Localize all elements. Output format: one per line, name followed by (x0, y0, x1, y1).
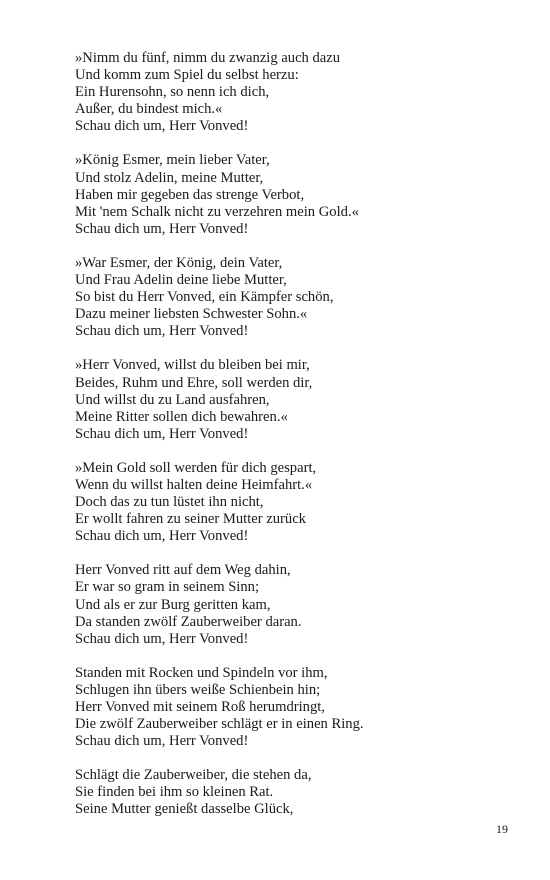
verse-line: Sie finden bei ihm so kleinen Rat. (75, 784, 274, 801)
verse-line: Standen mit Rocken und Spindeln vor ihm, (75, 664, 328, 681)
verse-line: Er wollt fahren zu seiner Mutter zurück (75, 511, 306, 528)
stanza (75, 152, 515, 237)
verse-line: Und stolz Adelin, meine Mutter, (75, 169, 264, 186)
stanza (75, 665, 515, 750)
verse-line: Die zwölf Zauberweiber schlägt er in einen Ring. (75, 716, 364, 733)
stanza (75, 767, 515, 818)
poem-body (75, 50, 515, 836)
stanza (75, 562, 515, 647)
verse-line: Ein Hurensohn, so nenn ich dich, (75, 84, 270, 101)
verse-line: Da standen zwölf Zauberweiber daran. (75, 613, 302, 630)
verse-line: Schau dich um, Herr Vonved! (75, 733, 249, 750)
verse-line: Und komm zum Spiel du selbst herzu: (75, 67, 299, 84)
verse-line: Herr Vonved ritt auf dem Weg dahin, (75, 562, 291, 579)
verse-line: »König Esmer, mein lieber Vater, (75, 152, 270, 169)
verse-line: So bist du Herr Vonved, ein Kämpfer schön, (75, 289, 334, 306)
verse-line: Doch das zu tun lüstet ihn nicht, (75, 494, 264, 511)
verse-line: »War Esmer, der König, dein Vater, (75, 254, 283, 271)
verse-line: Beides, Ruhm und Ehre, soll werden dir, (75, 374, 313, 391)
verse-line: Schau dich um, Herr Vonved! (75, 118, 249, 135)
verse-line: »Herr Vonved, willst du bleiben bei mir, (75, 357, 310, 374)
verse-line: Seine Mutter genießt dasselbe Glück, (75, 801, 294, 818)
verse-line: Herr Vonved mit seinem Roß herumdringt, (75, 699, 325, 715)
verse-line: Dazu meiner liebsten Schwester Sohn.« (75, 306, 308, 323)
verse-line: »Nimm du fünf, nimm du zwanzig auch dazu (75, 50, 341, 66)
stanza (75, 460, 515, 545)
verse-line: Schlägt die Zauberweiber, die stehen da, (75, 767, 312, 784)
verse-line: »Mein Gold soll werden für dich gespart, (75, 459, 317, 476)
stanza (75, 357, 515, 442)
stanza (75, 255, 515, 340)
verse-line: Schau dich um, Herr Vonved! (75, 528, 249, 545)
verse-line: Schau dich um, Herr Vonved! (75, 630, 249, 647)
verse-line: Schau dich um, Herr Vonved! (75, 425, 249, 442)
verse-line: Meine Ritter sollen dich bewahren.« (75, 408, 288, 425)
verse-line: Mit 'nem Schalk nicht zu verzehren mein Gold.« (75, 203, 359, 220)
page-number: 19 (496, 822, 508, 836)
verse-line: Und Frau Adelin deine liebe Mutter, (75, 272, 287, 289)
verse-line: Schau dich um, Herr Vonved! (75, 220, 249, 237)
verse-line: Er war so gram in seinem Sinn; (75, 579, 260, 596)
verse-line: Und als er zur Burg geritten kam, (75, 596, 271, 613)
stanza (75, 50, 515, 135)
verse-line: Wenn du willst halten deine Heimfahrt.« (75, 476, 313, 493)
verse-line: Schlugen ihn übers weiße Schienbein hin; (75, 681, 321, 698)
verse-line: Und willst du zu Land ausfahren, (75, 391, 270, 408)
verse-line: Haben mir gegeben das strenge Verbot, (75, 186, 305, 203)
verse-line: Schau dich um, Herr Vonved! (75, 323, 249, 340)
verse-line: Außer, du bindest mich.« (75, 101, 223, 118)
